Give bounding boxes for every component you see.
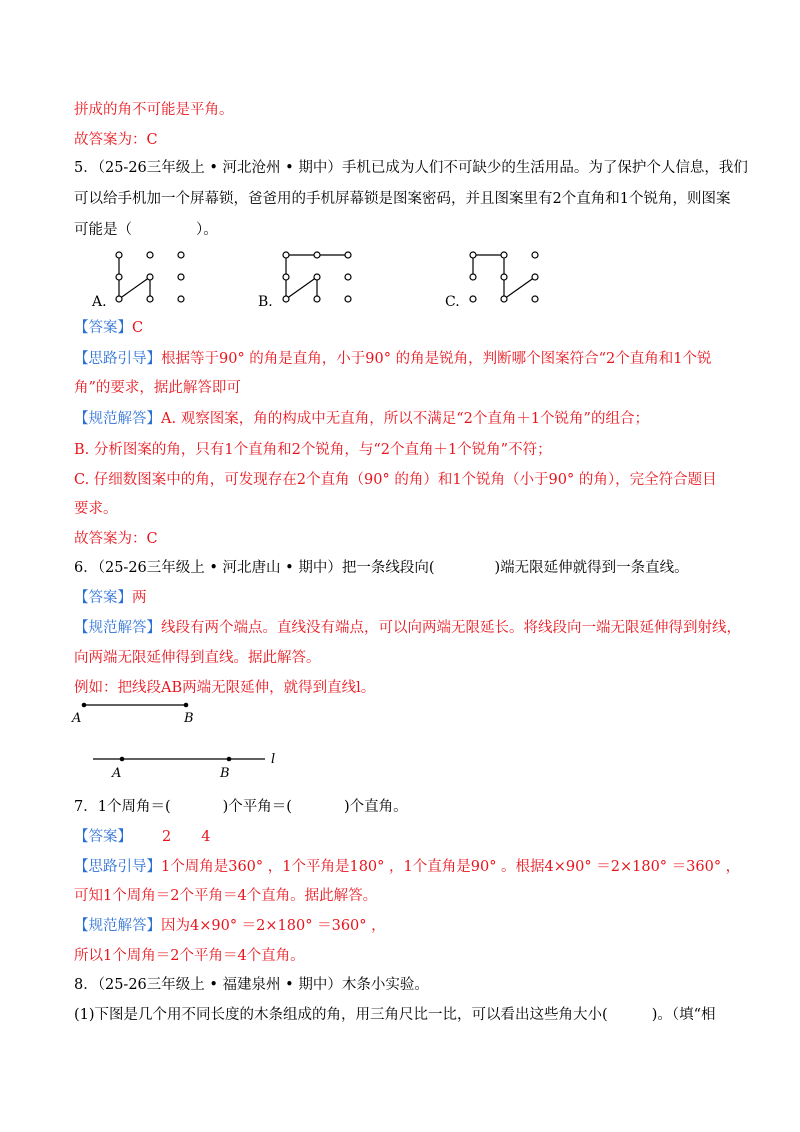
norm-row-1 — [74, 916, 386, 936]
norm-text: 线段有两个端点。直线没有端点，可以向两端无限延长。将线段向一端无限延伸得到射线， — [161, 620, 741, 636]
think-tag: 【思路引导】 — [74, 859, 161, 875]
question-text: )端无限延伸就得到一条直线。 — [494, 560, 689, 576]
question-5-line-3 — [74, 220, 218, 240]
question-text: 7．1个周角＝( — [74, 799, 171, 815]
option-c-label: C. — [445, 294, 460, 310]
norm-row-3: C. 仔细数图案中的角，可发现存在2个直角（90° 的角）和1个锐角（小于90° 的角），完全符合题目 — [74, 472, 717, 488]
answer-value: C — [132, 320, 144, 336]
think-row-1 — [74, 349, 711, 369]
think-text: 根据等于90° 的角是直角，小于90° 的角是锐角，判断哪个图案符合“2个直角和1个锐 — [161, 351, 712, 367]
answer-value-2: 4 — [201, 829, 211, 845]
point-a-label: A — [72, 711, 82, 726]
final-answer: 故答案为：C — [74, 132, 158, 148]
answer-row — [74, 588, 147, 608]
norm-tag: 【规范解答】 — [74, 620, 161, 636]
example-text: 例如：把线段AB两端无限延伸，就得到直线l。 — [74, 680, 376, 696]
think-row-2: 角”的要求，据此解答即可 — [74, 380, 241, 396]
norm-tag: 【规范解答】 — [74, 411, 161, 427]
question-text: 可能是（ — [74, 222, 132, 238]
question-text: ）。 — [196, 222, 218, 238]
question-number: 5． — [74, 160, 98, 176]
norm-row-2: B. 分析图案的角，只有1个直角和2个锐角，与“2个直角＋1个锐角”不符； — [74, 442, 552, 458]
question-text: )个直角。 — [343, 799, 408, 815]
pattern-c — [470, 252, 538, 302]
norm-tag: 【规范解答】 — [74, 918, 161, 934]
option-b-label: B. — [258, 294, 273, 310]
question-text: （25-26三年级上 • 河北沧州 • 期中）手机已成为人们不可缺少的生活用品。为了保护个人信息，我们 — [97, 160, 748, 176]
norm-row-1 — [74, 409, 649, 429]
point-b-label: B — [220, 766, 230, 781]
point-b-label: B — [184, 711, 194, 726]
answer-value: 两 — [132, 590, 147, 606]
norm-text: 因为4×90° ＝2×180° ＝360° ， — [161, 918, 386, 934]
question-5-line-2: 可以给手机加一个屏幕锁，爸爸用的手机屏幕锁是图案密码，并且图案里有2个直角和1个锐角，则图案 — [74, 191, 731, 207]
question-text: （25-26三年级上 • 福建泉州 • 期中）木条小实验。 — [97, 977, 429, 993]
answer-row — [74, 318, 143, 338]
question-text: （25-26三年级上 • 河北唐山 • 期中）把一条线段向( — [97, 560, 435, 576]
segment-ab — [71, 703, 194, 726]
pattern-a — [116, 252, 184, 302]
norm-text: A. 观察图案，角的构成中无直角，所以不满足“2个直角＋1个锐角”的组合； — [161, 411, 649, 427]
norm-row-1 — [74, 618, 741, 638]
question-number: 8． — [74, 977, 98, 993]
question-6-line-1 — [74, 558, 689, 578]
norm-row-2: 向两端无限延伸得到直线。据此解答。 — [74, 650, 321, 666]
answer-value-1: 2 — [162, 829, 172, 845]
answer-tag: 【答案】 — [74, 590, 132, 606]
question-5-line-1 — [74, 158, 748, 178]
answer-text: 拼成的角不可能是平角。 — [74, 102, 234, 118]
pattern-b — [283, 252, 351, 302]
line-l — [93, 752, 275, 781]
option-a-label: A. — [92, 294, 107, 310]
think-row-1 — [74, 857, 740, 877]
think-text: 1个周角是360° ，1个平角是180° ，1个直角是90° 。根据4×90° ＝2×180° ＝360° ， — [161, 859, 741, 875]
line-label: l — [271, 752, 276, 767]
answer-tag: 【答案】 — [74, 829, 132, 845]
think-tag: 【思路引导】 — [74, 351, 161, 367]
point-a-label: A — [112, 766, 122, 781]
question-8-sub-1 — [74, 1005, 716, 1025]
answer-tag: 【答案】 — [74, 320, 132, 336]
answer-row — [74, 827, 210, 847]
option-figures — [0, 240, 800, 320]
think-row-2: 可知1个周角＝2个平角＝4个直角。据此解答。 — [74, 888, 378, 904]
question-7-line-1 — [74, 797, 408, 817]
segment-line-figure — [0, 695, 800, 785]
norm-row-4: 要求。 — [74, 501, 118, 517]
question-text: )。（填“相 — [651, 1007, 716, 1023]
final-answer: 故答案为：C — [74, 531, 158, 547]
question-number: 6． — [74, 560, 98, 576]
question-8-line-1 — [74, 975, 429, 995]
question-text: )个平角＝( — [222, 799, 292, 815]
norm-row-2: 所以1个周角＝2个平角＝4个直角。 — [74, 948, 305, 964]
question-text: (1)下图是几个用不同长度的木条组成的角，用三角尺比一比，可以看出这些角大小( — [74, 1007, 608, 1023]
